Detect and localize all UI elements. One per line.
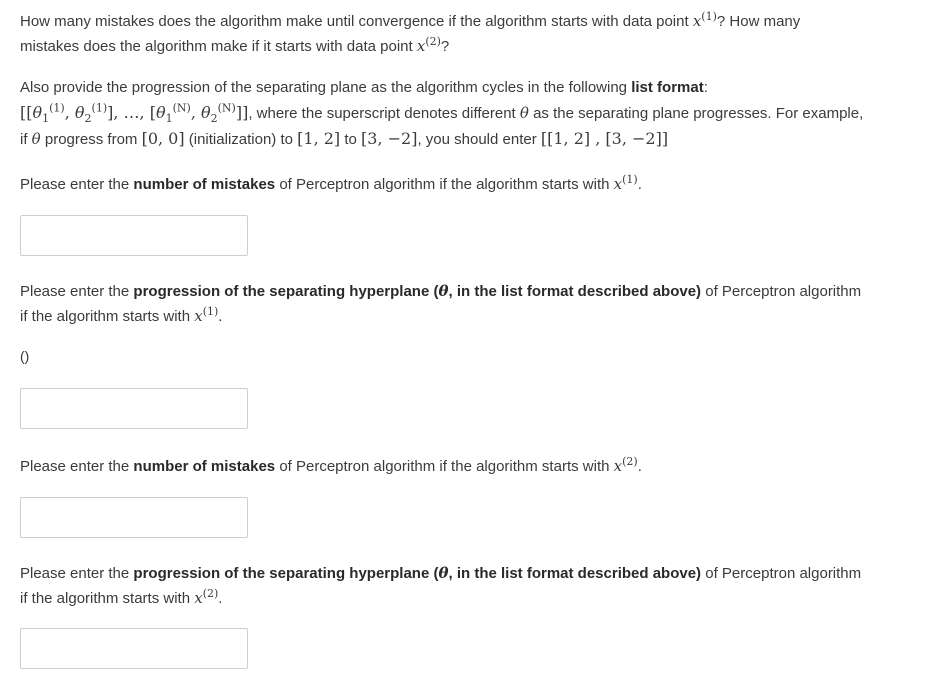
q3-answer-input[interactable] [20, 497, 248, 538]
q4-bold-post: , in the list format described above) [448, 565, 702, 582]
format-line2-text2: as the separating plane progresses. For example, [533, 105, 864, 122]
q4-line2: if the algorithm starts with [20, 590, 191, 607]
format-line3-to: to [344, 131, 357, 148]
q4-sup: (2) [202, 587, 219, 600]
format-line3-init: (initialization) to [188, 131, 293, 148]
q1-sup: (1) [622, 173, 638, 186]
intro-line1-end: ? How many [716, 13, 801, 30]
math-theta: θ [438, 564, 449, 582]
intro-line2-text: mistakes does the algorithm make if it starts with data point [20, 38, 413, 55]
q3-bold: number of mistakes [133, 458, 276, 475]
intro-line2-end: ? [440, 38, 450, 55]
q2-answer-input[interactable] [20, 388, 248, 429]
math-example-list: [[1, 2] , [3, −2]] [540, 129, 669, 148]
intro-question [20, 9, 900, 59]
q1-bold: number of mistakes [133, 176, 276, 193]
intro-line1-text: How many mistakes does the algorithm make until convergence if the algorithm starts with data point [20, 13, 689, 30]
q2-pre: Please enter the [20, 283, 130, 300]
math-theta-2: θ [31, 130, 41, 148]
q4-bold [133, 565, 701, 582]
math-x1: $x^{(1)}$ [194, 305, 219, 325]
math-vector-1: [1, 2] [297, 129, 341, 148]
question-4-prompt: Please enter the progression of the separating hyperplane (θ, in the list format described above) of Perceptron algorithm if the algorithm starts with $x^{(2)}$. [20, 564, 862, 607]
math-x1: $x^{(1)}$ [692, 10, 717, 30]
q2-post: of Perceptron algorithm [705, 283, 862, 300]
format-line1-colon: : [703, 79, 708, 96]
q3-sup: (2) [622, 455, 638, 468]
math-x2: $x^{(2)}$ [194, 587, 219, 607]
q1-answer-input[interactable] [20, 215, 248, 256]
math-x2: $x^{(2)}$ [613, 455, 638, 475]
format-line1-text: Also provide the progression of the separating plane as the algorithm cycles in the following [20, 79, 628, 96]
q2-preview-text: () [20, 348, 30, 364]
format-line3-enter: , you should enter [417, 131, 537, 148]
q2-bold [133, 283, 701, 300]
math-theta: θ [519, 104, 529, 122]
format-description [20, 75, 900, 152]
q1-post: of Perceptron algorithm if the algorithm starts with [279, 176, 610, 193]
q4-answer-input[interactable] [20, 628, 248, 669]
math-vector-2: [3, −2] [361, 129, 418, 148]
q2-bold-post: , in the list format described above) [448, 283, 702, 300]
q3-pre: Please enter the [20, 458, 130, 475]
q2-line2: if the algorithm starts with [20, 308, 191, 325]
question-1-prompt: Please enter the number of mistakes of Perceptron algorithm if the algorithm starts with $x^{(1)}$. [20, 173, 642, 193]
math-x1: $x^{(1)}$ [613, 173, 638, 193]
q2-bold-text: progression of the separating hyperplane ( [133, 283, 439, 300]
math-init-vector: [0, 0] [141, 129, 185, 148]
q4-post: of Perceptron algorithm [705, 565, 862, 582]
question-3-prompt: Please enter the number of mistakes of Perceptron algorithm if the algorithm starts with $x^{(2)}$. [20, 455, 642, 475]
format-line1-bold: list format [631, 79, 704, 96]
q1-pre: Please enter the [20, 176, 130, 193]
q4-bold-text: progression of the separating hyperplane ( [133, 565, 439, 582]
math-list-format: [[$\theta_1^{(1)}$, $\theta_2^{(1)}$], …, [$\theta_1^{(N)}$, $\theta_2^{(N)}$]] [20, 101, 249, 126]
q2-sup: (1) [202, 305, 219, 318]
format-line3-progress: progress from [44, 131, 138, 148]
math-x2: $x^{(2)}$ [416, 35, 441, 55]
question-2-prompt: Please enter the progression of the separating hyperplane (θ, in the list format described above) of Perceptron algorithm if the algorithm starts with $x^{(1)}$. [20, 282, 862, 325]
q3-post: of Perceptron algorithm if the algorithm starts with [279, 458, 610, 475]
q4-pre: Please enter the [20, 565, 130, 582]
format-line2-text: , where the superscript denotes different [248, 105, 516, 122]
format-line3-if: if [20, 131, 28, 148]
math-theta: θ [438, 282, 449, 300]
